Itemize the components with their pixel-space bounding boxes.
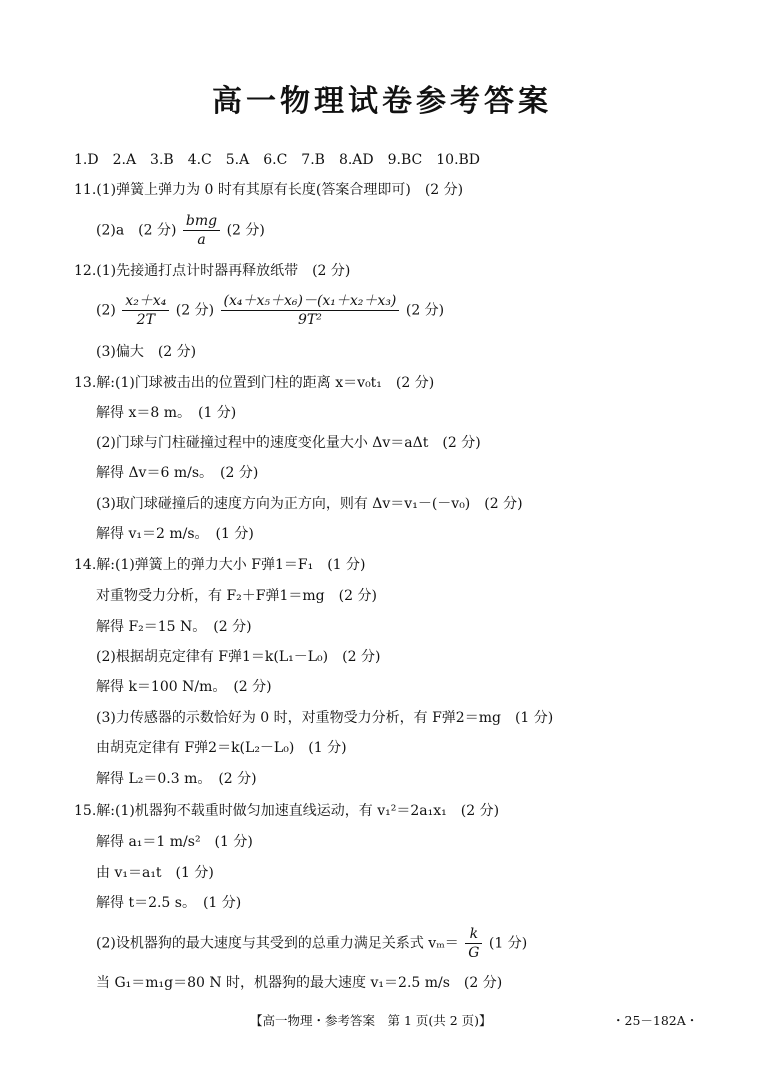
document-code: ・25－182A・ xyxy=(612,1013,699,1028)
q13-line-4: 解得 Δv＝6 m/s。 (2 分) xyxy=(96,465,259,481)
q12-part2-score-2: (2 分) xyxy=(405,302,445,319)
page-footer: 【高一物理・参考答案 第 1 页(共 2 页)】 xyxy=(250,1013,492,1028)
q13-line-2: 解得 x＝8 m。 (1 分) xyxy=(96,405,237,421)
q12-fraction-1 xyxy=(122,292,169,329)
page-title: 高一物理试卷参考答案 xyxy=(212,84,552,119)
q12-fraction-1-denominator: 2T xyxy=(136,312,155,328)
q11-part1: 11.(1)弹簧上弹力为 0 时有其原有长度(答案合理即可) (2 分) xyxy=(74,182,464,198)
q15-fraction-denominator: G xyxy=(468,945,480,961)
q14-line-2: 对重物受力分析，有 F₂＋F弹1＝mg (2 分) xyxy=(96,588,377,604)
q15-line-4: 解得 t＝2.5 s。 (1 分) xyxy=(96,895,242,911)
q12-fraction-2-numerator: (x₄＋x₅＋x₆)－(x₁＋x₂＋x₃) xyxy=(221,292,400,311)
q12-part2-label: (2) xyxy=(96,302,116,319)
q15-line-5-text: (2)设机器狗的最大速度与其受到的总重力满足关系式 vₘ＝ xyxy=(96,935,459,952)
q14-line-6: (3)力传感器的示数恰好为 0 时，对重物受力分析，有 F弹2＝mg (1 分) xyxy=(96,710,554,726)
q11-fraction xyxy=(183,212,220,249)
multiple-choice-answers: 1.D 2.A 3.B 4.C 5.A 6.C 7.B 8.AD 9.BC 10.BD xyxy=(74,152,481,168)
q11-fraction-numerator: bmg xyxy=(183,212,220,231)
q11-part2-score: (2 分) xyxy=(226,222,265,239)
q14-line-3: 解得 F₂＝15 N。 (2 分) xyxy=(96,619,252,635)
q11-fraction-denominator: a xyxy=(197,232,206,248)
q12-part2-score-1: (2 分) xyxy=(175,302,215,319)
q14-line-5: 解得 k＝100 N/m。 (2 分) xyxy=(96,679,272,695)
q14-line-4: (2)根据胡克定律有 F弹1＝k(L₁－L₀) (2 分) xyxy=(96,649,381,665)
q14-line-1: 14.解:(1)弹簧上的弹力大小 F弹1＝F₁ (1 分) xyxy=(74,557,366,573)
q15-line-6: 当 G₁＝m₁g＝80 N 时，机器狗的最大速度 v₁＝2.5 m/s (2 分) xyxy=(96,975,503,991)
q14-line-8: 解得 L₂＝0.3 m。 (2 分) xyxy=(96,771,257,787)
q15-line-5 xyxy=(96,925,527,962)
q12-fraction-1-numerator: x₂＋x₄ xyxy=(122,292,169,311)
q11-part2-text: (2)a (2 分) xyxy=(96,222,177,239)
q15-line-2: 解得 a₁＝1 m/s² (1 分) xyxy=(96,834,253,850)
q12-part1: 12.(1)先接通打点计时器再释放纸带 (2 分) xyxy=(74,263,351,279)
q12-part3: (3)偏大 (2 分) xyxy=(96,344,197,360)
q15-fraction xyxy=(465,925,482,962)
q13-line-6: 解得 v₁＝2 m/s。 (1 分) xyxy=(96,526,254,542)
q15-fraction-numerator: k xyxy=(465,925,482,944)
q13-line-3: (2)门球与门柱碰撞过程中的速度变化量大小 Δv＝aΔt (2 分) xyxy=(96,435,481,451)
q15-line-5-score: (1 分) xyxy=(488,935,528,952)
q12-part2 xyxy=(96,292,444,329)
q12-fraction-2-denominator: 9T² xyxy=(298,312,322,328)
q12-fraction-2 xyxy=(221,292,400,329)
q13-line-5: (3)取门球碰撞后的速度方向为正方向，则有 Δv＝v₁－(－v₀) (2 分) xyxy=(96,496,523,512)
q11-part2 xyxy=(96,212,265,249)
q13-line-1: 13.解:(1)门球被击出的位置到门柱的距离 x＝v₀t₁ (2 分) xyxy=(74,375,435,391)
q15-line-1: 15.解:(1)机器狗不载重时做匀加速直线运动，有 v₁²＝2a₁x₁ (2 分) xyxy=(74,803,500,819)
q15-line-3: 由 v₁＝a₁t (1 分) xyxy=(96,865,214,881)
q14-line-7: 由胡克定律有 F弹2＝k(L₂－L₀) (1 分) xyxy=(96,740,347,756)
